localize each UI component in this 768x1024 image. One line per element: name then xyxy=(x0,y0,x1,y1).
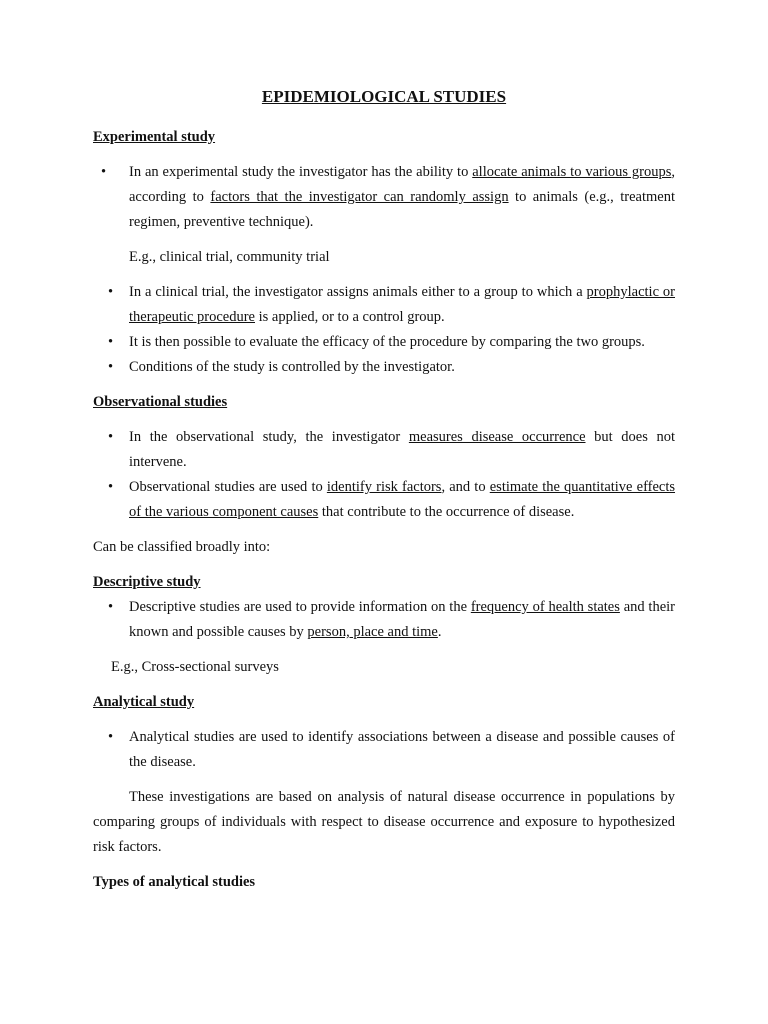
bullet-icon: • xyxy=(108,429,114,445)
observational-list xyxy=(93,425,675,525)
bullet-icon: • xyxy=(108,359,114,375)
list-item: • Analytical studies are used to identify associations between a disease and possible causes of the disease. xyxy=(93,725,675,775)
section-heading-types: Types of analytical studies xyxy=(93,874,256,890)
analytical-list xyxy=(93,725,675,775)
list-item: • Observational studies are used to identify risk factors, and to estimate the quantitative effects of the various component causes that contribute to the occurrence of disease. xyxy=(93,475,675,525)
section-heading-observational: Observational studies xyxy=(93,394,228,410)
bullet-icon: • xyxy=(108,729,114,745)
experimental-list-2 xyxy=(93,280,675,380)
list-item: • It is then possible to evaluate the efficacy of the procedure by comparing the two groups. xyxy=(93,330,675,355)
page-title: EPIDEMIOLOGICAL STUDIES xyxy=(261,87,507,106)
bullet-icon: • xyxy=(108,334,114,350)
list-item: • Conditions of the study is controlled by the investigator. xyxy=(93,355,675,380)
list-item: • In a clinical trial, the investigator assigns animals either to a group to which a prophylactic or therapeutic procedure is applied, or to a control group. xyxy=(93,280,675,330)
list-item: • In an experimental study the investigator has the ability to allocate animals to various groups, according to factors that the investigator can randomly assign to animals (e.g., treatment regimen, preventive technique). xyxy=(93,160,675,235)
experimental-list-1 xyxy=(93,160,675,235)
descriptive-list xyxy=(93,595,675,645)
section-heading-descriptive: Descriptive study xyxy=(93,574,201,590)
bullet-icon: • xyxy=(108,479,114,495)
analytical-paragraph: These investigations are based on analysis of natural disease occurrence in populations by comparing groups of individuals with respect to disease occurrence and exposure to hypothesized risk factors. xyxy=(93,789,675,855)
section-heading-analytical: Analytical study xyxy=(93,694,195,710)
experimental-example: E.g., clinical trial, community trial xyxy=(129,249,330,265)
bullet-icon: • xyxy=(101,164,107,180)
bullet-icon: • xyxy=(108,599,114,615)
descriptive-example: E.g., Cross-sectional surveys xyxy=(111,659,279,675)
section-heading-experimental: Experimental study xyxy=(93,129,216,145)
list-item: • In the observational study, the investigator measures disease occurrence but does not intervene. xyxy=(93,425,675,475)
list-item: • Descriptive studies are used to provide information on the frequency of health states and their known and possible causes by person, place and time. xyxy=(93,595,675,645)
classification-intro: Can be classified broadly into: xyxy=(93,539,271,555)
bullet-icon: • xyxy=(108,284,114,300)
document-page xyxy=(93,86,675,895)
